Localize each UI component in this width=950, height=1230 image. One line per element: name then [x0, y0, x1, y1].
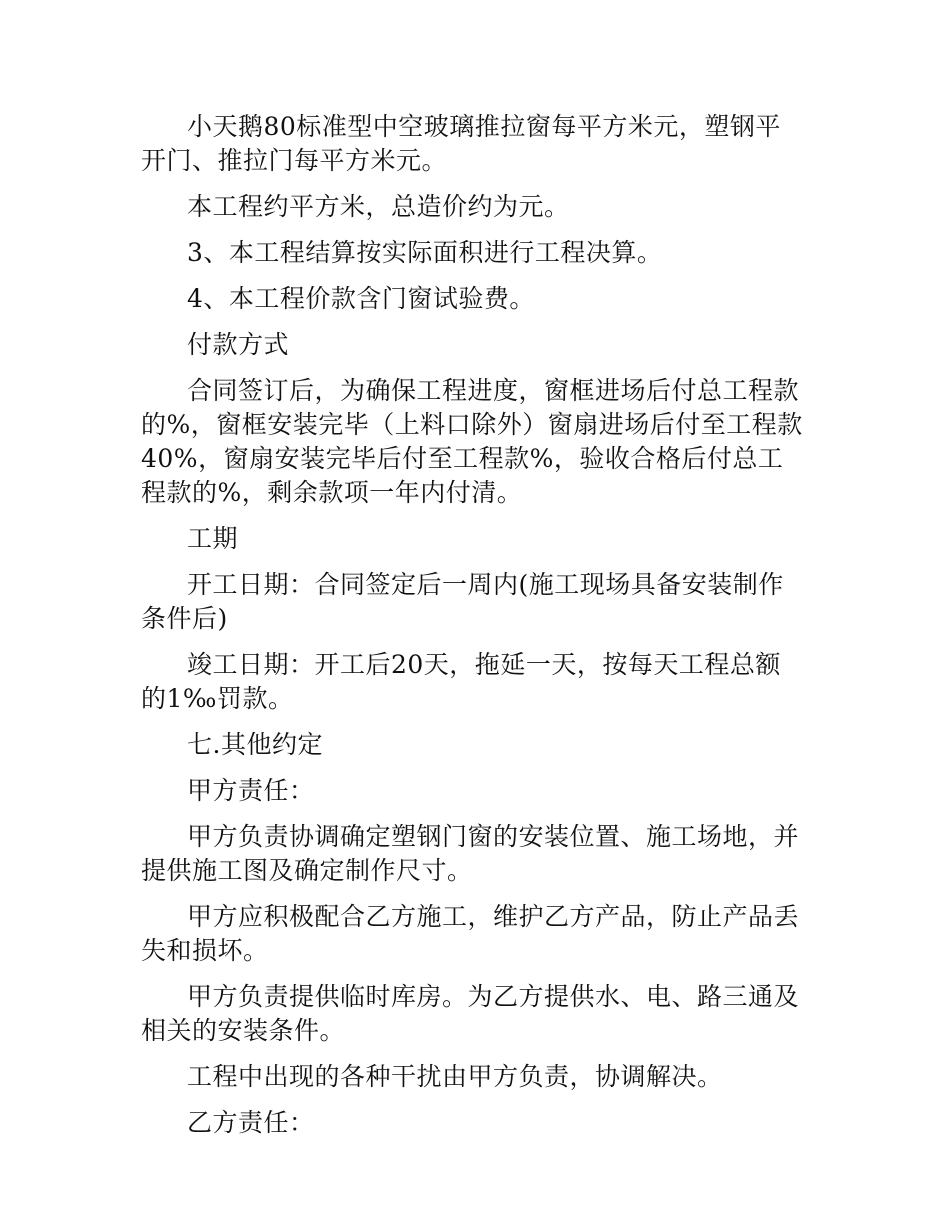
paragraph-test-fee: 4、本工程价款含门窗试验费。: [187, 284, 535, 313]
paragraph-start-date: 开工日期：合同签定后一周内(施工现场具备安装制作条件后): [141, 570, 784, 633]
heading-payment-method: 付款方式: [187, 330, 290, 359]
heading-other-agreements: 七.其他约定: [187, 730, 323, 759]
heading-party-a-responsibility: 甲方责任：: [187, 776, 315, 805]
paragraph-total-cost: 本工程约平方米，总造价约为元。: [187, 192, 570, 221]
paragraph-party-a-warehouse: 甲方负责提供临时库房。为乙方提供水、电、路三通及相关的安装条件。: [141, 982, 800, 1045]
paragraph-payment-terms: 合同签订后，为确保工程进度，窗框进场后付总工程款的%，窗框安装完毕（上料口除外）窗扇进场后付至工程款40%，窗扇安装完毕后付至工程款%，验收合格后付总工程款的%，剩余款项一年内付清。: [141, 376, 803, 507]
heading-schedule: 工期: [187, 524, 239, 553]
paragraph-party-a-interference: 工程中出现的各种干扰由甲方负责，协调解决。: [187, 1062, 723, 1091]
document-body: [141, 110, 806, 1152]
paragraph-window-price: 小天鹅80标准型中空玻璃推拉窗每平方米元，塑钢平开门、推拉门每平方米元。: [141, 112, 781, 175]
heading-party-b-responsibility: 乙方责任：: [187, 1108, 315, 1137]
paragraph-party-a-coordination: 甲方负责协调确定塑钢门窗的安装位置、施工场地，并提供施工图及确定制作尺寸。: [141, 822, 800, 885]
paragraph-party-a-cooperation: 甲方应积极配合乙方施工，维护乙方产品，防止产品丢失和损坏。: [141, 902, 800, 965]
paragraph-completion-date: 竣工日期：开工后20天，拖延一天，按每天工程总额的1‰罚款。: [141, 650, 781, 713]
paragraph-settlement: 3、本工程结算按实际面积进行工程决算。: [187, 238, 663, 267]
